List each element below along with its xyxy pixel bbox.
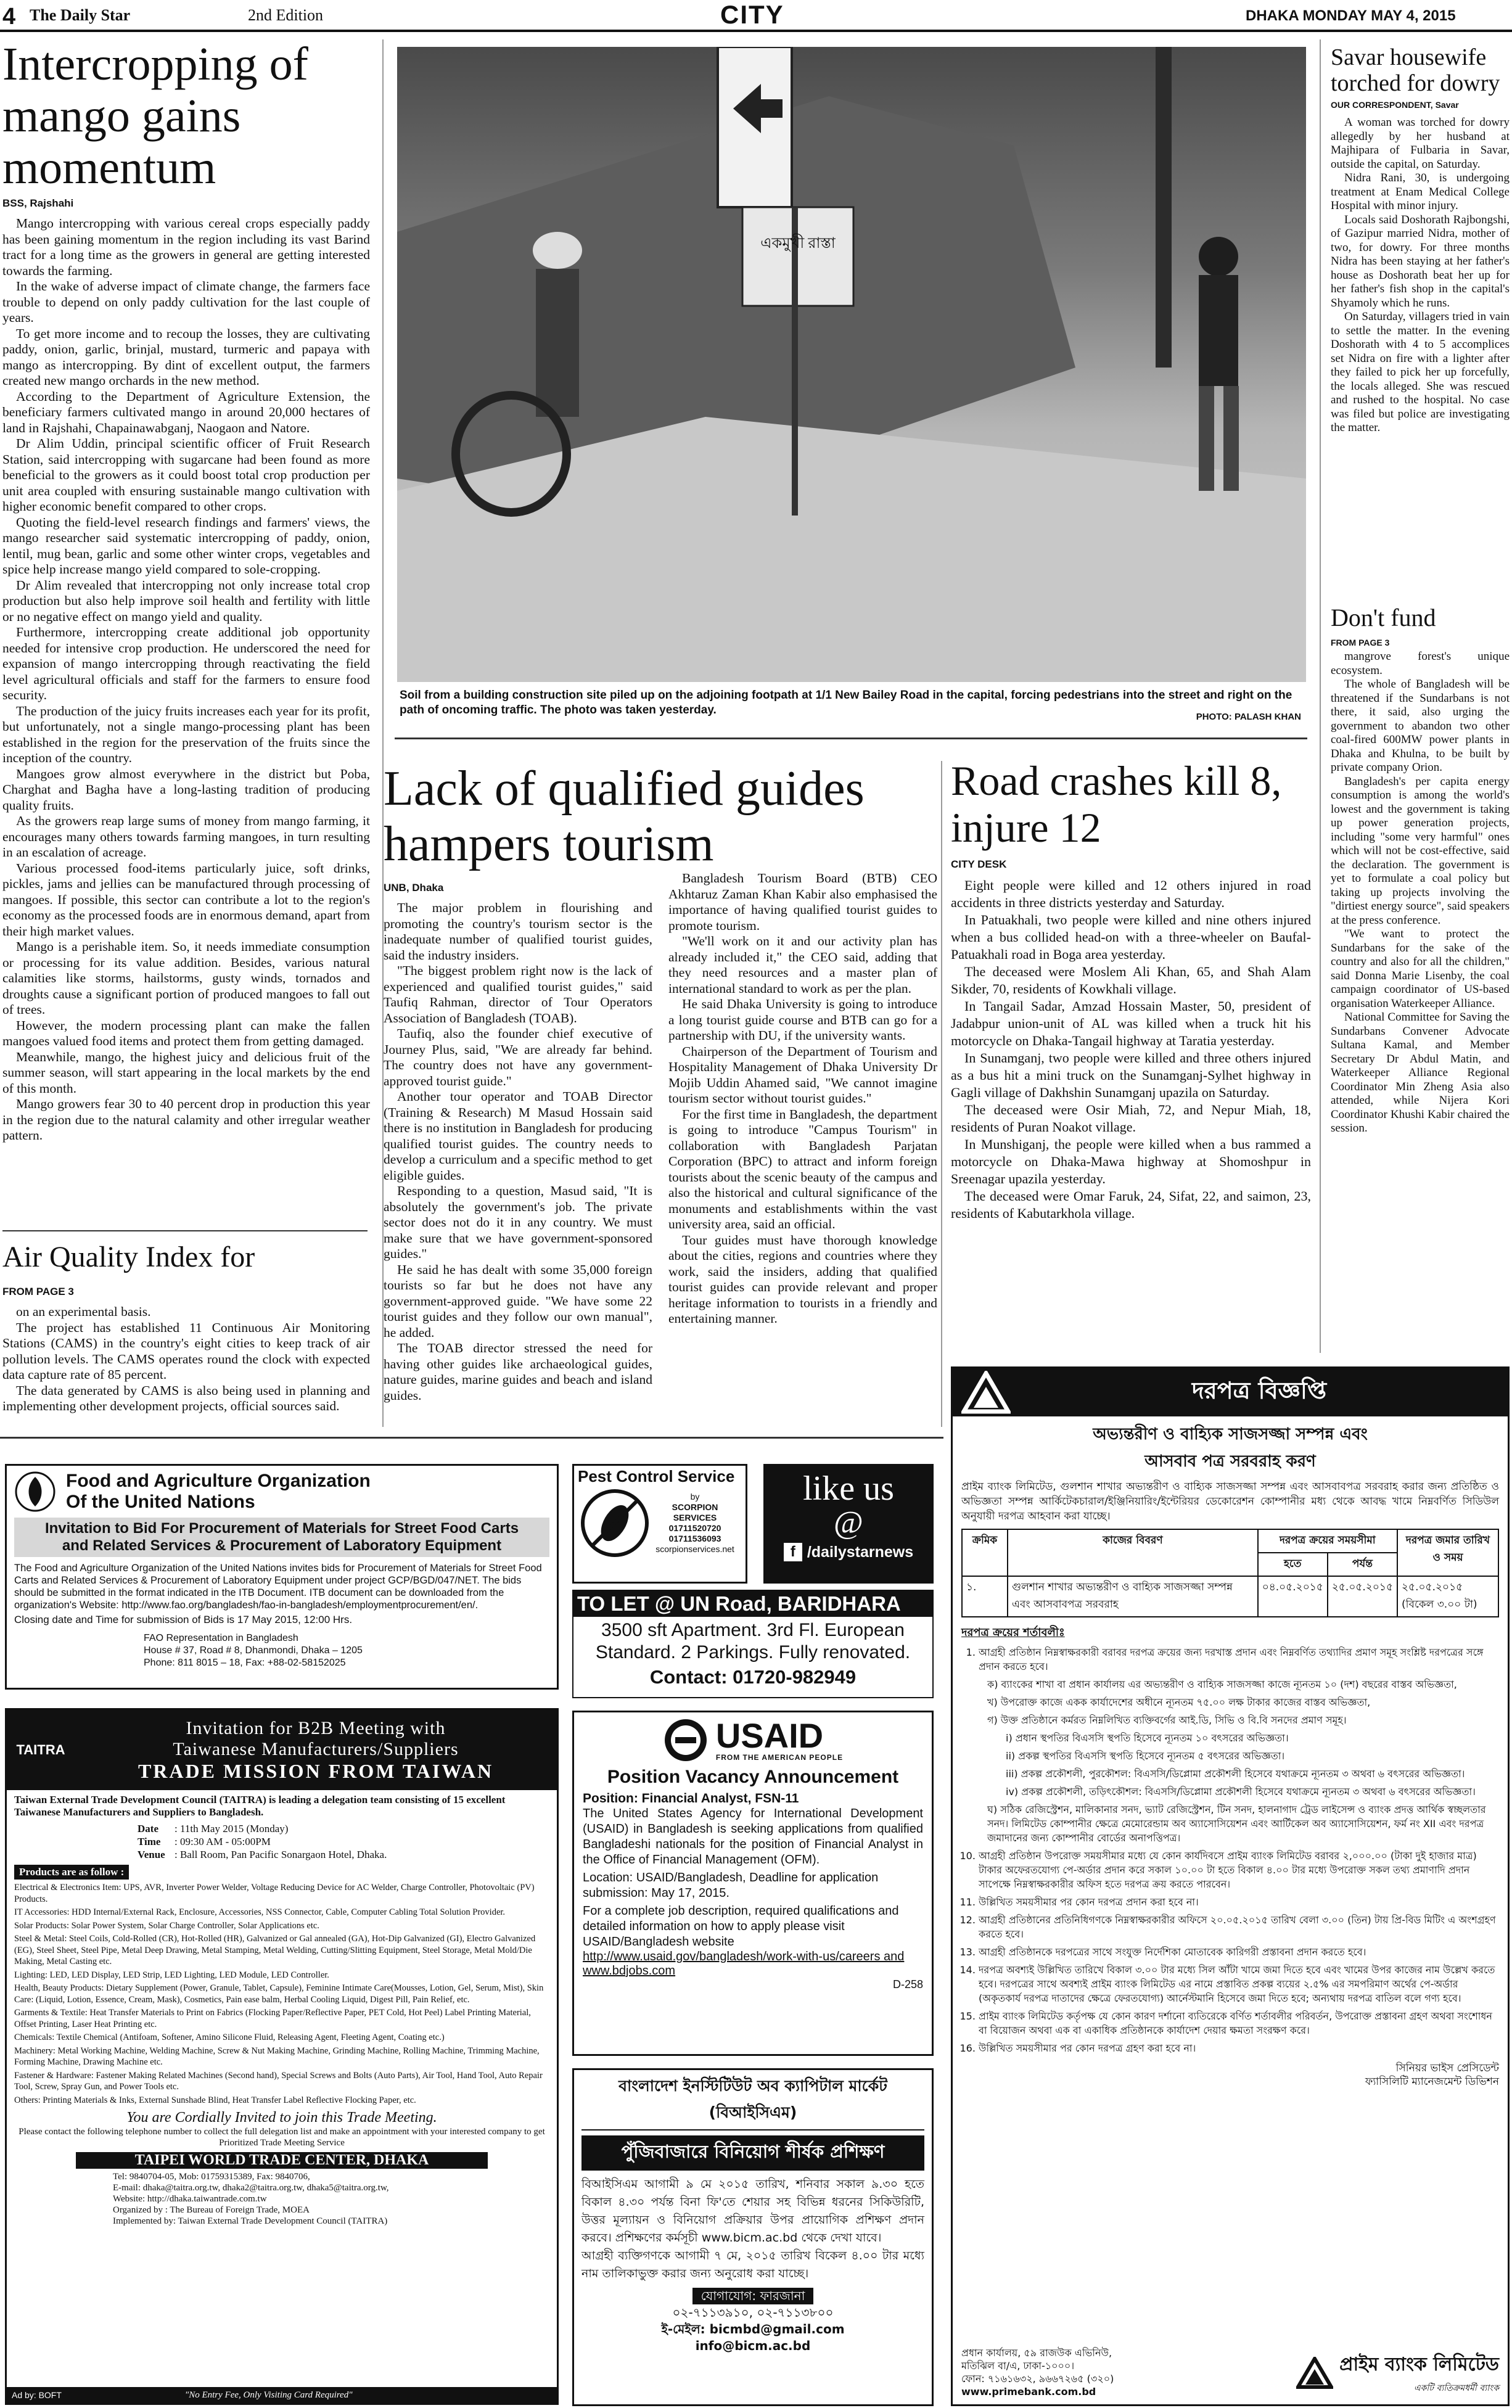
to-let-title: TO LET @ UN Road, BARIDHARA [573,1591,932,1617]
table-cell: ০৪.০৫.২০১৫ [1258,1576,1328,1617]
mango-paragraph: Furthermore, intercropping create additional job opportunity needed for intensive crop production. He underscored the need for expansion of mango intercropping through reactivating the field level agricultural officials and staff for the farmers to ensure food security. [2,625,370,702]
usaid-info: For a complete job description, required qualifications and detailed information on how to apply please visit USAID/Bangladesh website [583,1904,899,1949]
table-row [962,1576,1498,1617]
crash-paragraph: The deceased were Omar Faruk, 24, Sifat, 22, and saimon, 23, residents of Kabutarkhola village. [951,1188,1311,1221]
taitra-time: : 09:30 AM - 05:00PM [175,1836,271,1847]
mango-paragraph: In the wake of adverse impact of climate change, the farmers face trouble to depend on only paddy cultivation for the last couple of years. [2,279,370,325]
usaid-location: Location: USAID/Bangladesh, Deadline for application submission: May 17, 2015. [583,1871,879,1900]
mango-paragraph: Mango growers fear 30 to 40 percent drop in production this year in the region due to the natural calamity and other irregular weather pattern. [2,1096,370,1143]
air-paragraph: The data generated by CAMS is also being used in planning and implementing other development projects, official sources said. [2,1383,370,1413]
like-us-at: @ [834,1505,863,1540]
guides-headline: Lack of qualified guides hampers tourism [384,762,865,871]
guides-paragraph: Chairperson of the Department of Tourism and Hospitality Management of Dhaka University Dr Mojib Uddin Ahamed said, "We cannot imagine tourism sector without tourist guides." [668,1043,937,1106]
tender-schedule-table [961,1529,1499,1617]
tender-signer-title: সিনিয়র ভাইস প্রেসিডেন্ট [1395,2062,1499,2074]
like-us-ad [763,1464,934,1584]
guides-paragraph: The TOAB director stressed the need for having other guides like archaeological guides, nature guides, marine guides and beach and island guides. [384,1341,652,1403]
crash-paragraph: The deceased were Osir Miah, 72, and Nepur Miah, 18, residents of Puran Noakot village. [951,1102,1311,1135]
guides-paragraph: Bangladesh Tourism Board (BTB) CEO Akhtaruz Zaman Khan Kabir also emphasised the importance of having qualified tourist guides to promote tourism. [668,871,937,933]
street-scene-illustration [397,47,1306,682]
tender-condition: 11. উল্লিখিত সময়সীমার পর কোন দরপত্র প্রদান করা হবে না। [979,1895,1499,1909]
prime-bank-footer-logo-icon [1296,2357,1333,2389]
guides-paragraph: Responding to a question, Masud said, "It is absolutely the government's job. The private sector does not do it in any country. We must make sure that we have government-sponsored guides." [384,1183,652,1261]
usaid-body: The United States Agency for International Development (USAID) in Bangladesh is seeking applications from qualified Bangladeshi nationals for the position of Financial Analyst in the Office of Financial Management (OFM). [583,1807,923,1867]
table-cell: ২৫.০৫.২০১৫ [1328,1576,1397,1617]
tender-condition: খ) উপরোক্ত কাজে একক কার্যাদেশের অধীনে ন্যূনতম ৭৫.০০ লক্ষ টাকার কাজের বাস্তব অভিজ্ঞতা, [987,1696,1371,1708]
sundarbans-paragraph: The whole of Bangladesh will be threatened if the Sundarbans is not there, it said, also urging the government to abandon two other coal-fired 600MW power plants in Dhaka and Khulna, to be built by private company Orion. [1331,678,1510,774]
to-let-ad [572,1590,934,1698]
mango-paragraph: As the growers reap large sums of money from mango farming, it encourages many others towards farming mangoes, in turn resulting in an escalation of acreage. [2,813,370,860]
crash-body [951,877,1311,1222]
tender-condition: 13. আগ্রহী প্রতিষ্ঠানকে দরপত্রের সাথে সংযুক্ত নির্দেশিকা মোতাবেক কারিগরী প্রস্তাবনা প্রদান করতে হবে। [979,1945,1499,1959]
bicm-email: ই-মেইল: bicmbd@gmail.com [661,2322,845,2336]
product-item: Machinery: Metal Working Machine, Welding Machine, Screw & Nut Making Machine, Grinding Machine, Rolling Machine, Trimming Machine, Forming Machine, Drawing Machine etc. [14,2045,540,2067]
bicm-email-2: info@bicm.ac.bd [695,2338,811,2353]
photo-caption: Soil from a building construction site piled up on the adjoining footpath at 1/1 New Bailey Road in the capital, forcing pedestrians into the street and right on the path of oncoming traffic. The photo was taken yesterday. [400,689,1292,717]
air-jump: FROM PAGE 3 [2,1286,74,1297]
taitra-organized: Organized by : The Bureau of Foreign Trade, MOEA [113,2205,310,2215]
tender-condition: iii) প্রকল্প প্রকৌশলী, পুরকৌশল: বিএসসি/ডিপ্লোমা প্রকৌশলী হিসেবে যথাক্রমে ন্যূনতম ৩ অথবা ৬ বৎসরের অভিজ্ঞতা। [1006,1768,1465,1780]
mango-paragraph: Dr Alim Uddin, principal scientific officer of Fruit Research Station, said intercropping with sugarcane had been found as more beneficial to the growers as it could boost total crop production per unit area coupled with ensuring sustainable mango cultivation with higher economic benefit compared to other crops. [2,436,370,514]
pest-phone-2: 01711536093 [668,1534,721,1543]
tender-condition: গ) উক্ত প্রতিষ্ঠানে কর্মরত নিম্নলিখিত ব্যক্তিবর্গের আই.ডি, সিভি ও বি.বি সনদের প্রমাণ সমূহ। [987,1714,1347,1726]
crash-article [951,757,1311,1349]
product-item: Fastener & Hardware: Fastener Making Related Machines (Second hand), Special Screws and Bolts (Auto Parts), Air Tool, Hand Tool, Auto Repair Tool, Screw, Spray Gun, and Power Tools etc. [14,2070,543,2092]
mango-headline: Intercropping of mango gains momentum [2,38,308,194]
table-cell: ২৫.০৫.২০১৫ (বিকেল ৩.০০ টা) [1397,1576,1498,1617]
tender-condition: 1. আগ্রহী প্রতিষ্ঠান নিম্নস্বাক্ষরকারী বরাবর দরপত্র ক্রয়ের জন্য দরখাস্ত প্রদান এবং নিম্নবর্ণিত তথ্যাদির প্রমাণ সমূহ সংশ্লিষ্ট দরপত্রের সঙ্গে প্রদান করতে হবে। [979,1645,1499,1674]
sundarbans-paragraph: Bangladesh's per capita energy consumption is among the world's lowest and the government is taking up power generation projects, including "some very harmful" ones which will not be cost-effective, said the declaration. The government is yet to formulate a coal policy but taking up projects involving the "dirtiest energy source", said speakers at the press conference. [1331,775,1510,927]
news-photo [397,47,1306,682]
pest-title: Pest Control Service [578,1467,735,1485]
edition-label: 2nd Edition [248,6,324,24]
tender-address-1: প্রধান কার্যালয়, ৫৯ রাজউক এভিনিউ, [961,2347,1112,2359]
savar-paragraph: Locals said Doshorath Rajbongshi, of Gazipur married Nidra, mother of two, for dowry. For three months Nidra has been staying at her father's house as Doshorath beat her up for her father's fish shop in the capital's Shyamoly which he runs. [1331,213,1510,310]
prime-bank-tender-ad [951,1366,1510,2406]
tender-subtitle-1: অভ্যন্তরীণ ও বাহ্যিক সাজসজ্জা সম্পন্ন এবং [1093,1425,1368,1444]
taitra-ad [5,1708,559,2405]
column-rule [1320,39,1321,1353]
guides-paragraph: He said Dhaka University is going to introduce a long tourist guide course and BTB can go for a partnership with DU, if the university wants. [668,996,937,1043]
usaid-careers-link[interactable]: http://www.usaid.gov/bangladesh/work-with-us/careers and [583,1950,905,1963]
taitra-title-3: TRADE MISSION FROM TAIWAN [138,1759,494,1782]
air-quality-article [2,1243,370,1428]
tender-condition: 14. দরপত্র অবশ্যই উল্লিখিত তারিখে বিকাল ৩.০০ টার মধ্যে সিল আঁটা খামে জমা দিতে হবে এবং খামের উপর কাজের নাম উল্লেখ করতে হবে। দরপত্রের সাথে অবশ্যই প্রাইম ব্যাংক লিমিটেড এর নামে প্রস্তাবিত প্রকল্প ব্যয়ের ২.৫% এর সমপরিমাণ অর্থের পে-অর্ডার (অকৃতকার্য দরপত্র দাতাদের ক্ষেত্রে ফেরতযোগ্য) আর্নেস্টমানি হিসেবে জমা দিতে হবে; অন্যথায় দরপত্র বাতিল বলে গণ্য হবে। [979,1963,1499,2005]
taitra-tel: Tel: 9840704-05, Mob: 01759315389, Fax: 9840706, [113,2172,310,2182]
tender-condition: ii) প্রকল্প স্থপতির বিএসসি স্থপতি হিসেবে ন্যূনতম ৫ বৎসরের অভিজ্ঞতা। [1006,1750,1285,1762]
tender-conditions-heading: দরপত্র ক্রয়ের শর্তাবলীঃ [961,1626,1065,1639]
bicm-header: বাংলাদেশ ইনস্টিটিউট অব ক্যাপিটাল মার্কেট (বিআইসিএম) [581,2074,924,2131]
bdjobs-link[interactable]: www.bdjobs.com [583,1964,676,1978]
taitra-date-label: Date [138,1823,158,1835]
fao-org-name: Food and Agriculture Organization [66,1471,371,1491]
bicm-ad [572,2068,934,2406]
bicm-title: পুঁজিবাজারে বিনিয়োগ শীর্ষক প্রশিক্ষণ [581,2135,924,2171]
mango-body [2,216,370,1144]
savar-paragraph: On Saturday, villagers tried in vain to settle the matter. In the evening Doshorath with 4 to 5 accomplices set Nidra on fire with a lighter after they failed to pick her up forcefully, the locals alleged. She was rescued and rushed to the hospital. No case was filed but police are investigating the matter. [1331,310,1510,434]
sundarbans-paragraph: mangrove forest's unique ecosystem. [1331,650,1510,677]
savar-paragraph: Nidra Rani, 30, is undergoing treatment at Enam Medical College Hospital with minor injury. [1331,171,1510,212]
section-title: CITY [720,0,784,29]
taitra-header [7,1710,557,1790]
tender-phone: ফোন: ৭১৬১৬৩২, ৯৬৬৭২৬৫ (৩২০) [961,2373,1114,2385]
to-let-body: 3500 sft Apartment. 3rd Fl. European Standard. 2 Parkings. Fully renovated. [595,1620,911,1662]
table-header: কাজের বিবরণ [1008,1529,1258,1576]
savar-body [1331,116,1510,435]
tender-condition: i) প্রধান স্থপতির বিএসসি স্থপতি হিসেবে ন্যূনতম ১০ বৎসরের অভিজ্ঞতা। [1006,1732,1289,1744]
fao-address-3: Phone: 811 8015 – 18, Fax: +88-02-58152025 [144,1658,346,1668]
prime-bank-tagline: একটি ব্যতিক্রমধর্মী ব্যাংক [1413,2383,1499,2393]
divider [0,1437,943,1439]
sundarbans-article [1331,606,1510,1352]
tender-condition: 12. আগ্রহী প্রতিষ্ঠানের প্রতিনিধিগণকে নিম্নস্বাক্ষরকারীর অফিসে ২০.০৫.২০১৫ তারিখ বেলা ৩.০০ (তিন) টায় প্রি-বিড মিটিং এ অংশগ্রহণ করতে হবে। [979,1913,1499,1941]
mango-paragraph: Various processed food-items particularly juice, soft drinks, pickles, jams and jellies can be manufactured through processing of mangoes. If possible, this sector can contribute a lot to the region's economy as the processed foods are in enormous demand, apart from their high market values. [2,860,370,939]
table-header: দরপত্র ক্রয়ের সময়সীমা [1258,1529,1397,1553]
taitra-date: : 11th May 2015 (Monday) [175,1823,289,1835]
guides-paragraph: For the first time in Bangladesh, the department is going to introduce "Campus Tourism" in collaboration with Bangladesh Parjatan Corporation (BPC) to attract and inform foreign tourists about the scenic beauty of the campus and also the historical and cultural significance of the monuments and establishments within the vast university area, said an official. [668,1106,937,1231]
one-way-sign: একমুখী রাস্তা [760,236,836,252]
page-number: 4 [2,4,16,30]
mango-paragraph: However, the modern processing plant can make the fallen mangoes valued food items and protect them from getting damaged. [2,1017,370,1048]
bicm-body-2: আগ্রহী ব্যক্তিগণকে আগামী ৭ মে, ২০১৫ তারিখ বিকেল ৪.০০ টার মধ্যে নাম তালিকাভুক্ত করার জন্য অনুরোধ করা যাচ্ছে। [581,2249,924,2280]
photo-credit: PHOTO: PALASH KHAN [1196,712,1301,722]
savar-article [1331,44,1510,599]
tender-condition: ঘ) সঠিক রেজিস্ট্রেশন, মালিকানার সনদ, ভ্যাট রেজিস্ট্রেশন, টিন সনদ, হালনাগাদ ট্রেড লাইসেন্স ও ব্যাংক প্রদত্ত আর্থিক স্বচ্ছলতার সনদ। লিমিটেড কোম্পানীর ক্ষেত্রে মেমোরেন্ডাম অব অ্যাসোসিয়েশন এবং আর্টিকেল অব অ্যাসোসিয়েশন, ফর্ম নং XII এবং দরপত্র জমাদানের জন্য কোম্পানীর বোর্ডের অনাপত্তিপত্র। [987,1804,1486,1844]
pest-web: scorpionservices.net [655,1544,734,1554]
guides-paragraph: He said he has dealt with some 35,000 foreign tourists so far but he does not have any government-approved guide. "We have some 22 tourist guides and they follow our own manual", he added. [384,1262,652,1340]
product-item: IT Accessories: HDD Internal/External Rack, Enclosure, Accessories, NSS Connector, Cable, Computer Cabling Total Solution Provider. [14,1907,506,1917]
crash-headline: Road crashes kill 8, injure 12 [951,757,1282,851]
taitra-title-2: Taiwanese Manufacturers/Suppliers [173,1738,459,1759]
tender-condition: 16. উল্লিখিত সময়সীমার পর কোন দরপত্র গ্রহণ করা হবে না। [979,2041,1499,2055]
guides-paragraph: The major problem in flourishing and promoting the country's tourism sector is the inadequate number of qualified tourist guides, said the industry insiders. [384,900,652,963]
usaid-logo: USAID [715,1716,824,1755]
to-let-contact: Contact: 01720-982949 [649,1666,857,1688]
usaid-code: D-258 [892,1978,923,1991]
sundarbans-jump: FROM PAGE 3 [1331,638,1390,647]
taitra-products [14,1882,549,2106]
air-paragraph: The project has established 11 Continuous Air Monitoring Stations (CAMS) in the country's eight cities to keep track of air pollution levels. The CAMS operates round the clock with expected data capture rate of 85 percent. [2,1320,370,1382]
masthead [0,0,1512,32]
divider [2,1230,368,1231]
guides-paragraph: Tour guides must have thorough knowledge about the cities, regions and countries where they work, said the insiders, adding that qualified tourist guides can provide relevant and proper heritage information to tourists in a friendly and entertaining manner. [668,1232,937,1326]
product-item: Electrical & Electronics Item: UPS, AVR, Inverter Power Welder, Voltage Reducing Device for AC Welder, Charge Controller, Photovoltaic (PV) Products. [14,1883,535,1904]
mango-paragraph: Meanwhile, mango, the highest juicy and delicious fruit of the summer season, will start appearing in the local markets by the end of this month. [2,1049,370,1096]
guides-paragraph: Another tour operator and TOAB Director (Training & Research) M Masud Hossain said there is no institution in Bangladesh for producing qualified tourist guides. The country needs to develop a curriculum and a specific method to get eligible guides. [384,1089,652,1183]
guides-paragraph: "We'll work on it and our activity plan has already included it," the CEO said, adding that they need resources and a master plan of international standard to work as per the plan. [668,934,937,996]
mango-paragraph: Mango intercropping with various cereal crops especially paddy has been gaining momentum in the region including its vast Barind tract for a long time as the growers in general are getting interested towards the farming. [2,216,370,278]
table-subheader: পর্যন্ত [1328,1553,1397,1576]
usaid-position: Position: Financial Analyst, FSN-11 [583,1791,799,1806]
taitra-website: Website: http://dhaka.taiwantrade.com.tw [113,2194,267,2204]
bicm-phone: ০২-৭১১৩৯১০, ০২-৭১১৩৮০০ [672,2305,834,2320]
fao-address-2: House # 37, Road # 8, Dhanmondi, Dhaka – 1205 [144,1645,363,1656]
product-item: Lighting: LED, LED Display, LED Strip, LED Lighting, LED Module, LED Controller. [14,1970,329,1980]
prime-bank-name: প্রাইম ব্যাংক লিমিটেড [1339,2354,1499,2375]
taitra-invite: You are Cordially Invited to join this Trade Meeting. [126,2110,437,2126]
fao-org-sub: Of the United Nations [66,1492,255,1512]
taitra-time-label: Time [138,1836,161,1847]
taitra-adby: Ad by: BOFT [12,2390,62,2400]
pest-by: by [690,1492,700,1502]
table-header: ক্রমিক [962,1529,1008,1576]
paper-name: The Daily Star [30,6,131,24]
facebook-icon: f [784,1543,802,1561]
mango-paragraph: Mango is a perishable item. So, it needs immediate consumption or processing for its value addition. Besides, various natural calamities like storms, hailstorms, gusty winds, tornados and droughts cause a significant portion of produced mangoes to fall out of trees. [2,939,370,1017]
usaid-seal-icon [663,1717,709,1763]
air-body [2,1304,370,1415]
dateline: DHAKA MONDAY MAY 4, 2015 [1246,7,1456,24]
savar-headline: Savar housewife torched for dowry [1331,44,1500,96]
crash-paragraph: In Patuakhali, two people were killed and nine others injured when a bus collided head-on with a three-wheeler on Baufal-Patuakhali road in Boga area yesterday. [951,912,1311,962]
fao-title: Invitation to Bid For Procurement of Materials for Street Food Carts and Related Services & Procurement of Laboratory Equipment [14,1518,549,1557]
tender-signer-dept: ফ্যাসিলিটি ম্যানেজমেন্ট ডিভিশন [1365,2076,1499,2088]
tender-condition: ক) ব্যাংকের শাখা বা প্রধান কার্যালয় এর অভ্যন্তরীণ ও বাহ্যিক সাজসজ্জা কাজে ন্যূনতম ১০ (দশ) বছরের বাস্তব অভিজ্ঞতা, [987,1679,1457,1690]
tender-condition: iv) প্রকল্প প্রকৌশলী, তড়িৎকৌশল: বিএসসি/ডিপ্লোমা প্রকৌশলী হিসেবে যথাক্রমে ন্যূনতম ৩ অথবা ৬ বৎসরের অভিজ্ঞতা। [1006,1786,1476,1798]
prime-bank-logo-icon [961,1371,1011,1414]
mango-paragraph: The production of the juicy fruits increases each year for its profit, but unfortunately, not a single mango-processing plant has been established in the region for the preservation of the fruits since the inception of the country. [2,703,370,765]
taitra-email: E-mail: dhaka@taitra.org.tw, dhaka2@taitra.org.tw, dhaka5@taitra.org.tw, [113,2183,389,2193]
tender-condition: 15. প্রাইম ব্যাংক লিমিটেড কর্তৃপক্ষ যে কোন কারণ দর্শানো ব্যতিরেকে বর্ণিত শর্তাবলীর পরিবর্তন, উপরোক্ত প্রস্তাবনা গ্রহণ অথবা সংশোধন বা বিয়োজন অথবা এক বা একাধিক প্রতিষ্ঠানকে কার্যাদেশ দেয়ার ক্ষমতা সংরক্ষণ করে। [979,2009,1499,2037]
crash-paragraph: In Sunamganj, two people were killed and three others injured as a bus hit a mini truck on the Sunamganj-Sylhet highway in Gagli village of Dakhshin Sunamganj upazila on Saturday. [951,1050,1311,1100]
usaid-title: Position Vacancy Announcement [607,1767,899,1787]
guides-column-2 [668,871,937,1403]
air-paragraph: on an experimental basis. [16,1304,151,1319]
taitra-intro: Taiwan External Trade Development Council (TAITRA) is leading a delegation team consisting of 15 excellent Taiwanese Manufacturers and Suppliers to Bangladesh. [14,1794,506,1818]
taitra-venue: : Ball Room, Pan Pacific Sonargaon Hotel, Dhaka. [175,1849,387,1860]
mango-paragraph: Mangoes grow almost everywhere in the district but Poba, Charghat and Bagha have a long-lasting tradition of producing quality fruits. [2,766,370,813]
sundarbans-paragraph: National Committee for Saving the Sundarbans Convener Advocate Sultana Kamal, and Member Secretary Dr Abdul Matin, and Waterkeeper Alliance Regional Coordinator Min Zheng Asia also attended, while Nijera Kori Coordinator Khushi Kabir chaired the session. [1331,1011,1510,1135]
air-headline: Air Quality Index for [2,1243,255,1273]
fao-address-1: FAO Representation in Bangladesh [144,1633,298,1643]
taitra-implemented: Implemented by: Taiwan External Trade Development Council (TAITRA) [113,2216,388,2226]
tender-address-2: মতিঝিল বা/এ, ঢাকা-১০০০। [961,2360,1075,2372]
guides-byline: UNB, Dhaka [384,882,444,894]
fao-body: The Food and Agriculture Organization of the United Nations invites bids for Procurement of Materials for Street Food Carts and Related Services & Procurement of Laboratory Equipment under project GCP/BGD/047/NET. The bids should be submitted in the format indicated in the ITB Document. ITB document can be downloaded from the organization's Website: http://www.fao.org/bangladesh/fao-in-bangladesh/employmentprocurement/en/. [14,1563,542,1611]
taitra-logo: TAITRA [16,1742,65,1757]
product-item: Garments & Textile: Heat Transfer Materials to Print on Fabrics (Flocking Paper/Reflective Paper, PET Cold, Hot Peel) Label Printing Material, Offset Printing, Laser Heat Printing etc. [14,2008,531,2029]
taitra-contact-note: Please contact the following telephone number to collect the full delegation list and make an appointment with your interested company to get Prioritized Trade Meeting Service [18,2127,545,2148]
tender-subtitle-2: আসবাব পত্র সরবরাহ করণ [1144,1452,1316,1471]
taitra-products-heading: Products are as follow : [14,1865,129,1880]
guides-article [384,761,939,1433]
table-cell: ১. [962,1576,1008,1617]
crash-paragraph: The deceased were Moslem Ali Khan, 65, and Shah Alam Sikder, 70, residents of Kowkhali village. [951,964,1311,996]
crash-paragraph: Eight people were killed and 12 others injured in road accidents in three districts yesterday and Saturday. [951,877,1311,910]
savar-byline: OUR CORRESPONDENT, Savar [1331,100,1459,110]
mango-paragraph: Dr Alim revealed that intercropping not only increase total crop production but also help improve soil health and fertility with little or no negative effect on mango yield and quality. [2,577,370,624]
usaid-ad [572,1711,934,2056]
bicm-body: বিআইসিএম আগামী ৯ মে ২০১৫ তারিখ, শনিবার সকাল ৯.৩০ হতে বিকাল ৪.৩০ পর্যন্ত বিনা ফি'তে শেয়ার সহ বিভিন্ন ধরনের সিকিউরিটি, উত্তর মূল্যায়ন ও বিনিয়োগ প্রক্রিয়ার উপর প্রায়োগিক প্রশিক্ষণ প্রদান করবে। প্রশিক্ষণের কর্মসূচী www.bicm.ac.bd থেকে দেখা যাবে। [581,2177,924,2245]
guides-paragraph: Taufiq, also the founder chief executive of Journey Plus, said, "We are already far behind. The country does not have any government-approved tourist guide." [384,1026,652,1088]
usaid-tagline: FROM THE AMERICAN PEOPLE [715,1753,844,1762]
mango-paragraph: Quoting the field-level research findings and farmers' views, the mango researcher said systematic intercropping of paddy, onion, lentil, mug bean, garlic and some other winter crops, vegetables and spice help increase mango yield compared to sole-cropping. [2,514,370,577]
sundarbans-headline: Don't fund [1331,606,1436,631]
product-item: Chemicals: Textile Chemical (Antifoam, Softener, Amino Silicone Fluid, Releasing Agent, Fleeting Agent, Coating etc.) [14,2032,445,2042]
fao-closing: Closing date and Time for submission of Bids is 17 May 2015, 12:00 Hrs. [14,1614,353,1625]
cockroach-icon [578,1486,652,1560]
sundarbans-paragraph: "We want to protect the Sundarbans for the sake of the country and also for all the children," said Donna Marie Lisenby, the coal campaign coordinator of US-based organisation Waterkeeper Alliance. [1331,927,1510,1010]
taitra-venue-label: Venue [138,1849,165,1860]
product-item: Others: Printing Materials & Inks, External Sunshade Blind, Heat Transfer Label Reflective Flocking Paper, etc. [14,2095,416,2105]
tender-condition: 10. আগ্রহী প্রতিষ্ঠান উপরোক্ত সময়সীমার মধ্যে যে কোন কার্যদিবসে প্রাইম ব্যাংক লিমিটেড বরাবর ২,০০০.০০ (টাকা দুই হাজার মাত্র) টাকার অফেরতযোগ্য পে-অর্ডার প্রদান করে সকাল ১০.০০ টা হতে বিকাল ৪.০০ টার মধ্যে উপরোক্ত সকল তথ্য প্রমাণাদি প্রদান সাপেক্ষে নিম্নস্বাক্ষরকারীর অফিস হতে দরপত্র ক্রয় করতে পারবেন। [979,1849,1499,1891]
mango-article [2,38,370,1222]
pest-company: SCORPION SERVICES [672,1502,718,1522]
mango-paragraph: According to the Department of Agriculture Extension, the beneficiary farmers cultivated mango in around 20,000 hectares of land in Rajshahi, Chapainawabganj, Naogaon and Natore. [2,388,370,435]
savar-paragraph: A woman was torched for dowry allegedly by her husband at Majhipara of Fulbaria in Savar, outside the capital, on Saturday. [1331,116,1510,171]
like-us-text: like us [803,1469,894,1508]
column-rule [941,761,942,1427]
taitra-footer-note: "No Entry Fee, Only Visiting Card Required" [184,2390,353,2400]
fao-ad [5,1464,559,1690]
mango-paragraph: To get more income and to recoup the losses, they are cultivating paddy, onion, garlic, brinjal, mustard, turmeric and papaya with mango as intercropping. By dint of excellent output, the farmers created new mango orchards in the new method. [2,326,370,388]
guides-paragraph: "The biggest problem right now is the lack of experienced and qualified tourist guides," said Taufiq Rahman, director of Tour Operators Association of Bangladesh (TOAB). [384,963,652,1025]
crash-paragraph: In Munshiganj, the people were killed when a bus rammed a motorcycle on Dhaka-Mawa highway at Shomoshpur in Sreenagar upazila yesterday. [951,1136,1311,1186]
bicm-contact-label: যোগাযোগ: ফারজানা [692,2288,814,2304]
table-cell: গুলশান শাখার অভ্যন্তরীণ ও বাহ্যিক সাজসজ্জা সম্পন্ন এবং আসবাবপত্র সরবরাহ [1008,1576,1258,1617]
pest-control-ad [572,1464,747,1584]
fao-logo-icon [14,1471,56,1513]
mango-byline: BSS, Rajshahi [2,197,74,209]
table-header: দরপত্র জমার তারিখ ও সময় [1397,1529,1498,1576]
product-item: Steel & Metal: Steel Coils, Cold-Rolled (CR), Hot-Rolled (HR), Galvanized or Gal annealed (GA), Hot-Dip Galvanized (GI), Electro Galvanized (EG), Steel Sheet, Steel Pipe, Metal Deep Drawing, Metal Stamping, Metal Welding, Cutting/Slitting Equipment, Steel Storage, Metal Mold/Die Making, Metal Casting etc. [14,1934,536,1966]
table-subheader: হতে [1258,1553,1328,1576]
product-item: Health, Beauty Products: Dietary Supplement (Power, Granule, Tablet, Capsule), Feminine Intimate Care(Mousses, Lotion, Gel, Serum, Mist), Skin Care: (Liquid, Lotion, Essence, Cream, Mask), Cosmetics, Pain ease balm, Herbal Cooling Liquid, Digest Pill, Pain Relief, etc. [14,1983,544,2005]
crash-paragraph: In Tangail Sadar, Amzad Hossain Master, 50, president of Jadabpur union-unit of AL was killed when a truck hit his motorcycle on Dhaka-Tangail highway at Taratia yesterday. [951,998,1311,1048]
product-item: Solar Products: Solar Power System, Solar Charge Controller, Solar Applications etc. [14,1920,319,1931]
taitra-center: TAIPEI WORLD TRADE CENTER, DHAKA [76,2152,488,2169]
tender-title: দরপত্র বিজ্ঞপ্তি [1191,1377,1327,1404]
pest-phone-1: 01711520720 [668,1523,721,1533]
taitra-title-1: Invitation for B2B Meeting with [186,1717,446,1738]
like-us-handle: /dailystarnews [807,1543,914,1561]
tender-web: www.primebank.com.bd [961,2386,1096,2398]
divider [395,738,1307,739]
sundarbans-body [1331,650,1510,1136]
guides-column-1 [384,900,652,1403]
tender-conditions [961,1645,1499,2055]
tender-intro: প্রাইম ব্যাংক লিমিটেড, গুলশান শাখার অভ্যন্তরীণ ও বাহ্যিক সাজসজ্জা সম্পন্ন এবং আসবাবপত্র সরবরাহ করার জন্য প্রতিষ্ঠিত ও অভিজ্ঞতা সম্পন্ন আর্কিটেকচারাল/ইঞ্জিনিয়ারিং/ইন্টেরিয়র ডেকোরেশন কোম্পানীর মধ্য থেকে আবদ্ধ খামে নিম্নবর্ণিত সিডিউল অনুযায়ী দরপত্র আহবান করা যাচ্ছে। [961,1481,1499,1522]
crash-byline: CITY DESK [951,858,1007,870]
